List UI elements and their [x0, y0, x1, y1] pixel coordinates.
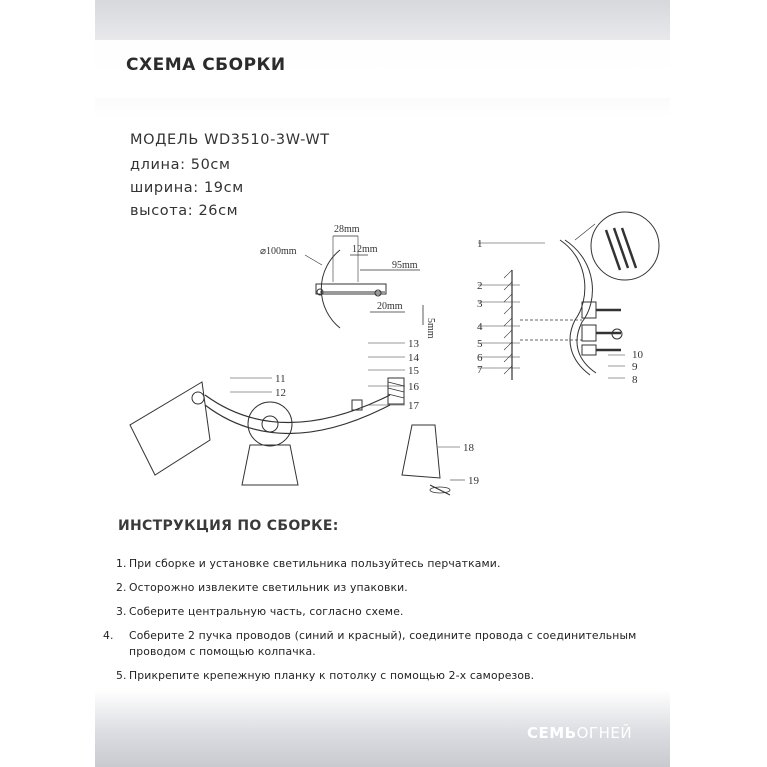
spec-width: ширина: 19см	[130, 180, 244, 196]
instruction-step: 5. Прикрепите крепежную планку к потолку с помощью 2-х саморезов.	[116, 669, 535, 682]
dim-20: 20mm	[377, 301, 403, 312]
callout-18: 18	[463, 442, 474, 454]
dim-28: 28mm	[334, 224, 360, 235]
front-view	[130, 378, 450, 495]
instruction-step: 2. Осторожно извлеките светильник из упаковки.	[116, 581, 408, 594]
callout-9: 9	[632, 361, 638, 373]
callout-17: 17	[408, 400, 419, 412]
instruction-step: 3. Соберите центральную часть, согласно схеме.	[116, 605, 404, 618]
callout-4: 4	[477, 321, 483, 333]
callout-14: 14	[408, 352, 419, 364]
leader-lines	[230, 243, 625, 480]
callout-13: 13	[408, 338, 419, 350]
brand-logo: СЕМЬОГНЕЙ	[527, 724, 633, 742]
callout-19: 19	[468, 475, 479, 487]
dim-12: 12mm	[352, 244, 378, 255]
spec-height: высота: 26см	[130, 203, 239, 219]
spec-length: длина: 50см	[130, 157, 231, 173]
callout-10: 10	[632, 349, 643, 361]
instruction-step: 4. Соберите 2 пучка проводов (синий и красный), соедините провода с соединительным проводом с помощью колпачка.	[103, 629, 637, 658]
callout-5: 5	[477, 338, 483, 350]
callout-8: 8	[632, 374, 638, 386]
callout-6: 6	[477, 352, 483, 364]
callout-15: 15	[408, 365, 419, 377]
spec-model: МОДЕЛЬ WD3510-3W-WT	[130, 132, 330, 148]
dim-diameter: ⌀100mm	[260, 246, 297, 257]
instruction-step: 1. При сборке и установке светильника пользуйтесь перчатками.	[116, 557, 501, 570]
callout-12: 12	[275, 387, 286, 399]
callout-1: 1	[477, 238, 483, 250]
page-title: СХЕМА СБОРКИ	[126, 55, 286, 75]
instructions-title: ИНСТРУКЦИЯ ПО СБОРКЕ:	[118, 518, 339, 534]
dim-5: 5mm	[425, 318, 436, 339]
callout-3: 3	[477, 298, 483, 310]
callout-11: 11	[275, 373, 286, 385]
assembly-diagram	[120, 210, 660, 510]
dim-95: 95mm	[392, 260, 418, 271]
callout-2: 2	[477, 280, 483, 292]
callout-7: 7	[477, 364, 483, 376]
callout-16: 16	[408, 381, 419, 393]
